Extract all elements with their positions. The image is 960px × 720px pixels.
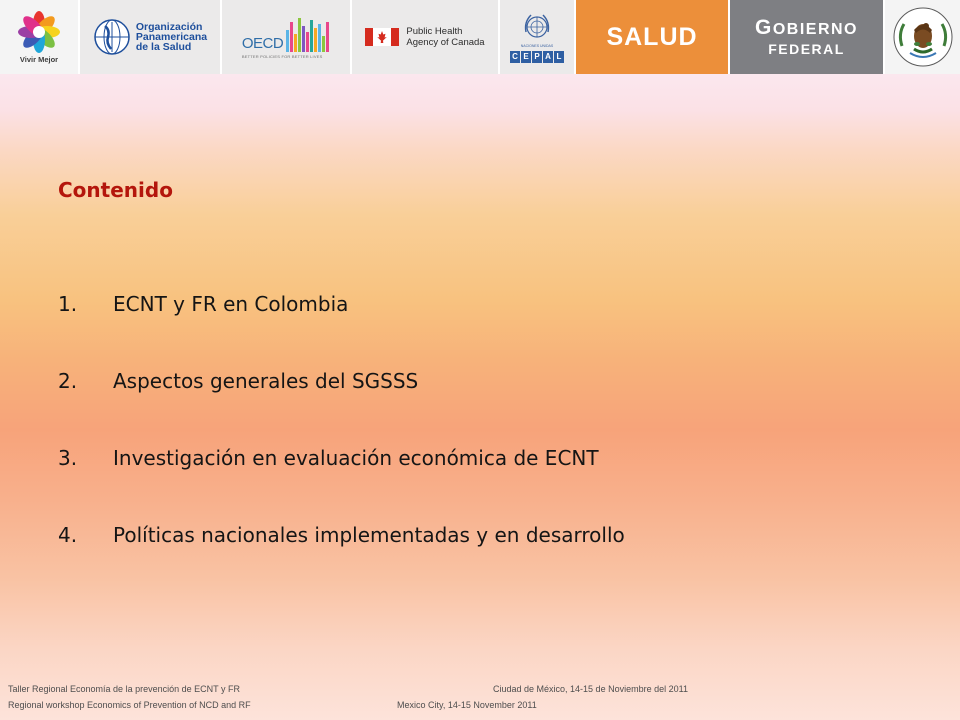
canada-flag-icon: [365, 28, 399, 46]
paho-name: Organización Panamericana de la Salud: [135, 21, 208, 53]
mexico-coat-of-arms-icon: [892, 6, 954, 68]
agenda-number: 2.: [58, 369, 78, 393]
agenda-number: 4.: [58, 523, 78, 547]
footer-date-es: Ciudad de México, 14-15 de Noviembre del 2011: [493, 684, 688, 694]
oecd-wordmark: OECD: [241, 34, 284, 52]
phac-logo: [352, 0, 500, 74]
footer-event-es: Taller Regional Economía de la prevención de ECNT y FR: [8, 684, 240, 694]
oecd-tagline: BETTER POLICIES FOR BETTER LIVES: [241, 53, 323, 59]
federal-label: FEDERAL: [768, 41, 845, 57]
agenda-item: [58, 446, 625, 523]
slide-title: Contenido: [58, 178, 173, 202]
phac-name: Public Health Agency of Canada: [406, 26, 485, 48]
un-caption: NACIONES UNIDAS: [520, 43, 554, 48]
salud-label: SALUD: [606, 22, 698, 51]
agenda-text: ECNT y FR en Colombia: [113, 292, 349, 316]
agenda-item: [58, 523, 625, 600]
agenda-text: Políticas nacionales implementadas y en desarrollo: [113, 523, 625, 547]
paho-logo: [80, 0, 222, 74]
vivir-mejor-logo: [0, 0, 80, 74]
agenda-text: Aspectos generales del SGSSS: [113, 369, 419, 393]
vivir-mejor-label: Vivir Mejor: [19, 55, 59, 64]
footer-date-en: Mexico City, 14-15 November 2011: [397, 700, 537, 710]
oecd-logo: [222, 0, 352, 74]
gobierno-label: GOBIERNO: [754, 16, 858, 39]
agenda-text: Investigación en evaluación económica de ECNT: [113, 446, 599, 470]
mexico-seal-logo: [885, 0, 960, 74]
paho-globe-icon: [93, 18, 131, 56]
footer-event-name: [8, 681, 251, 713]
footer-event-date: [397, 681, 688, 713]
agenda-number: 1.: [58, 292, 78, 316]
cepal-logo: [500, 0, 576, 74]
vivir-mejor-flower-icon: [17, 10, 61, 54]
agenda-list: [58, 292, 625, 600]
agenda-item: [58, 369, 625, 446]
gobierno-federal-logo: [730, 0, 885, 74]
oecd-bars-icon: [286, 16, 330, 52]
footer-event-en: Regional workshop Economics of Prevention of NCD and RF: [8, 700, 251, 710]
cepal-letters: C E P A L: [510, 51, 564, 63]
sponsor-logo-bar: [0, 0, 960, 74]
salud-logo: [576, 0, 730, 74]
un-emblem-icon: [522, 12, 552, 42]
agenda-item: [58, 292, 625, 369]
agenda-number: 3.: [58, 446, 78, 470]
